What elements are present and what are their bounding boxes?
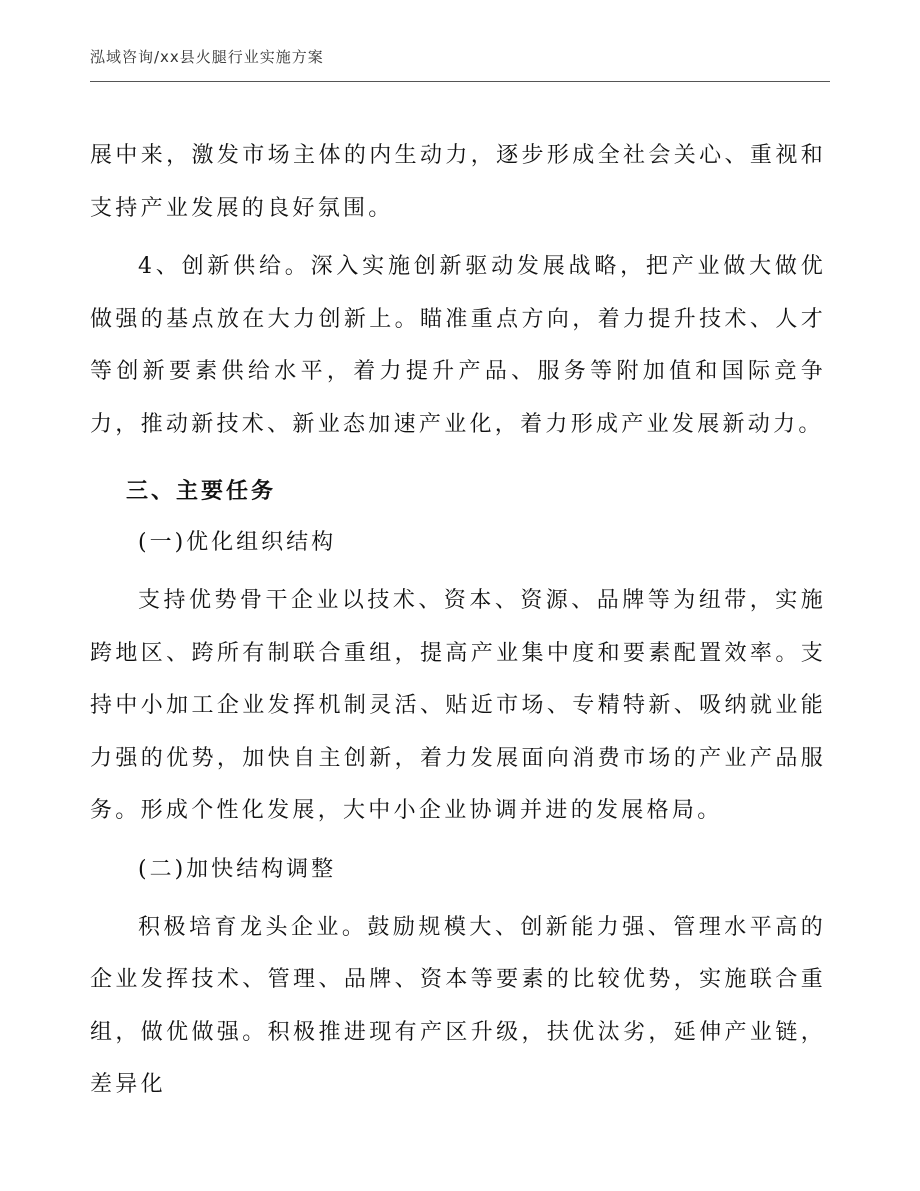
document-body (90, 130, 826, 1112)
header-title: 泓域咨询/xx县火腿行业实施方案 (90, 48, 324, 66)
paragraph-optimize-structure: 支持优势骨干企业以技术、资本、资源、品牌等为纽带，实施跨地区、跨所有制联合重组，提高产业集中度和要素配置效率。支持中小加工企业发挥机制灵活、贴近市场、专精特新、吸纳就业能力强的优势，加快自主创新，着力发展面向消费市场的产业产品服务。形成个性化发展，大中小企业协调并进的发展格局。 (90, 588, 826, 823)
subheading-optimize-structure: (一)优化组织结构 (138, 530, 337, 555)
page-header (90, 46, 830, 82)
paragraph-continuation: 展中来，激发市场主体的内生动力，逐步形成全社会关心、重视和支持产业发展的良好氛围。 (90, 143, 826, 221)
subheading-accelerate-adjustment: (二)加快结构调整 (138, 856, 337, 882)
section-heading-main-tasks: 三、主要任务 (126, 478, 277, 504)
paragraph-innovation-supply: 4、创新供给。深入实施创新驱动发展战略，把产业做大做优做强的基点放在大力创新上。瞄准重点方向，着力提升技术、人才等创新要素供给水平，着力提升产品、服务等附加值和国际竞争力，推动新技术、新业态加速产业化，着力形成产业发展新动力。 (90, 254, 826, 437)
paragraph-accelerate-adjustment: 积极培育龙头企业。鼓励规模大、创新能力强、管理水平高的企业发挥技术、管理、品牌、资本等要素的比较优势，实施联合重组，做优做强。积极推进现有产区升级，扶优汰劣，延伸产业链，差异化 (90, 914, 826, 1097)
